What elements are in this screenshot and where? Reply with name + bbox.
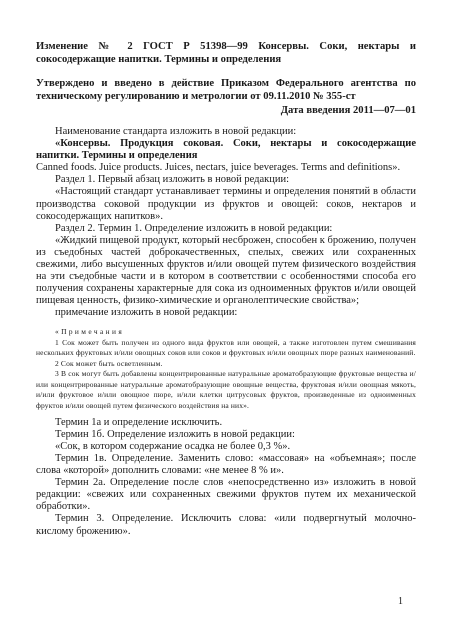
- paragraph: Термин 1в. Определение. Заменить слово: «массовая» на «объемная»; после слова «которой» дополнить словами: «не менее 8 % и».: [36, 452, 416, 477]
- paragraph: Наименование стандарта изложить в новой редакции:: [55, 126, 297, 137]
- paragraph: Термин 1б. Определение изложить в новой редакции:: [55, 428, 295, 440]
- notes-heading: «Примечания: [55, 326, 125, 336]
- paragraph: Раздел 1. Первый абзац изложить в новой редакции:: [55, 174, 289, 186]
- paragraph: «Настоящий стандарт устанавливает термины и определения понятий в области производства соковой продукции из фруктов и овощей: соков, нектаров и сокосодержащих напитков».: [36, 186, 416, 222]
- paragraph: Термин 3. Определение. Исключить слова: «или подвергнутый молочно-кислому брожению».: [36, 513, 416, 537]
- effective-date: Дата введения 2011—07—01: [280, 105, 416, 116]
- paragraph: Раздел 2. Термин 1. Определение изложить в новой редакции:: [55, 222, 333, 234]
- note: 2 Сок может быть осветленным.: [55, 358, 163, 368]
- amendment-title: Изменение № 2 ГОСТ Р 51398—99 Консервы. Соки, нектары и сокосодержащие напитки. Термины и определения: [36, 41, 416, 65]
- approval-statement: Утверждено и введено в действие Приказом Федерального агентства по техническому регулированию и метрологии от 09.11.2010 № 355-ст: [36, 78, 416, 102]
- note: 1 Сок может быть получен из одного вида фруктов или овощей, а также изготовлен путем смешивания нескольких фруктовых и/или овощных соков или соков и фруктовых и/или овощных пюре разных наименований.: [36, 337, 416, 358]
- new-standard-title: «Консервы. Продукция соковая. Соки, нектары и сокосодержащие напитки. Термины и определения: [36, 138, 416, 162]
- page-number: 1: [398, 596, 403, 607]
- paragraph: примечание изложить в новой редакции:: [55, 307, 238, 319]
- paragraph: «Жидкий пищевой продукт, который несброжен, способен к брожению, получен из съедобных частей доброкачественных, спелых, свежих или сохраненных свежими, либо высушенных фруктов и/или овощей путем физического воздействия на эти съедобные части и в котором в соответствии с особенностями способа его получения сохранены характерные для сока из одноименных фруктов и/или овощей пищевая ценность, физико-химические и органолептические свойства»;: [36, 234, 416, 307]
- document-page: [36, 40, 416, 538]
- paragraph: Термин 1а и определение исключить.: [55, 416, 223, 428]
- english-title: Canned foods. Juice products. Juices, nectars, juice beverages. Terms and definitions».: [36, 162, 401, 174]
- note: 3 В сок могут быть добавлены концентрированные натуральные ароматобразующие фруктовые вещества и/или концентрированные натуральные ароматобразующие овощные вещества, фруктовая и/или овощная мякоть, и/или фруктовое и/или овощное пюре, и/или клетки цитрусовых фруктов, произведенные из одноименных фруктов и/или овощей путем физического воздействия на них».: [36, 369, 416, 411]
- paragraph: «Сок, в котором содержание осадка не более 0,3 %».: [55, 440, 291, 452]
- paragraph: Термин 2а. Определение после слов «непосредственно из» изложить в новой редакции: «свежих или сохраненных свежими фруктов путем их механической обработки».: [36, 477, 416, 513]
